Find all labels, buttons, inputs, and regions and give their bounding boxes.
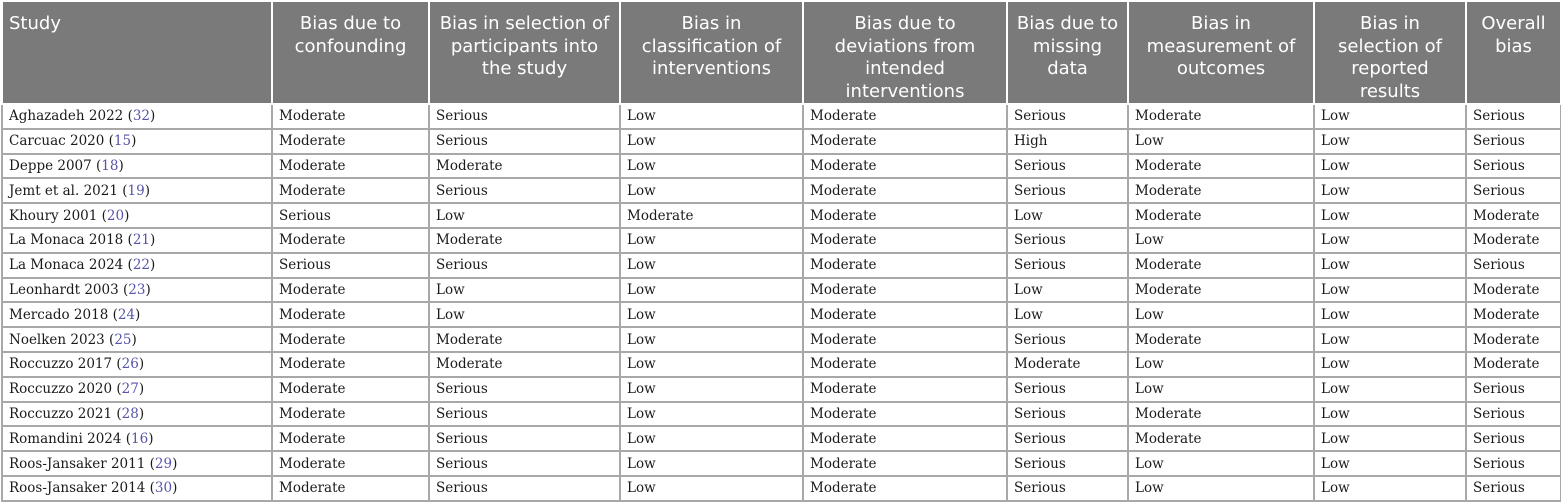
study-cell: Khoury 2001 (20): [2, 203, 272, 228]
table-row: [2, 203, 1561, 228]
overall-bias-cell: Moderate: [1466, 302, 1561, 327]
measurement-cell: Moderate: [1128, 154, 1314, 179]
header-row: [2, 1, 1561, 104]
study-cell: Roos-Jansaker 2014 (30): [2, 476, 272, 501]
reference-link[interactable]: 22: [132, 257, 151, 274]
deviations-cell: Moderate: [803, 154, 1007, 179]
measurement-cell: Low: [1128, 451, 1314, 476]
study-name: Aghazadeh 2022: [9, 108, 124, 125]
classification-cell: Low: [620, 228, 803, 253]
study-cell: Leonhardt 2003 (23): [2, 278, 272, 303]
overall-bias-cell: Moderate: [1466, 203, 1561, 228]
overall-bias-cell: Moderate: [1466, 228, 1561, 253]
missing-data-cell: Serious: [1007, 426, 1128, 451]
classification-cell: Low: [620, 402, 803, 427]
confounding-cell: Moderate: [272, 402, 429, 427]
classification-cell: Low: [620, 327, 803, 352]
header-missing-data: Bias due to missing data: [1007, 1, 1128, 104]
missing-data-cell: High: [1007, 129, 1128, 154]
reference-link[interactable]: 24: [117, 306, 136, 323]
confounding-cell: Moderate: [272, 104, 429, 129]
table-row: [2, 104, 1561, 129]
deviations-cell: Moderate: [803, 426, 1007, 451]
missing-data-cell: Serious: [1007, 104, 1128, 129]
reported-results-cell: Low: [1314, 402, 1466, 427]
study-name: Roccuzzo 2017: [9, 356, 113, 373]
header-overall-bias: Overall bias: [1466, 1, 1561, 104]
overall-bias-cell: Serious: [1466, 178, 1561, 203]
study-name: La Monaca 2018: [9, 232, 124, 249]
measurement-cell: Moderate: [1128, 426, 1314, 451]
confounding-cell: Moderate: [272, 352, 429, 377]
study-name: Roos-Jansaker 2014: [9, 480, 146, 497]
reference-link[interactable]: 20: [106, 207, 125, 224]
classification-cell: Low: [620, 476, 803, 501]
reported-results-cell: Low: [1314, 104, 1466, 129]
study-name: Mercado 2018: [9, 306, 109, 323]
selection-participants-cell: Serious: [429, 129, 620, 154]
header-measurement-outcomes: Bias in measurement of outcomes: [1128, 1, 1314, 104]
deviations-cell: Moderate: [803, 451, 1007, 476]
reported-results-cell: Low: [1314, 178, 1466, 203]
study-name: Roccuzzo 2021: [9, 405, 113, 422]
confounding-cell: Moderate: [272, 178, 429, 203]
classification-cell: Low: [620, 154, 803, 179]
selection-participants-cell: Low: [429, 302, 620, 327]
table-row: [2, 178, 1561, 203]
deviations-cell: Moderate: [803, 228, 1007, 253]
reported-results-cell: Low: [1314, 451, 1466, 476]
table-body: [2, 104, 1561, 501]
study-cell: La Monaca 2024 (22): [2, 253, 272, 278]
reported-results-cell: Low: [1314, 327, 1466, 352]
measurement-cell: Low: [1128, 476, 1314, 501]
selection-participants-cell: Serious: [429, 402, 620, 427]
deviations-cell: Moderate: [803, 476, 1007, 501]
overall-bias-cell: Serious: [1466, 476, 1561, 501]
overall-bias-cell: Serious: [1466, 154, 1561, 179]
missing-data-cell: Low: [1007, 203, 1128, 228]
confounding-cell: Moderate: [272, 327, 429, 352]
classification-cell: Low: [620, 129, 803, 154]
table-row: [2, 278, 1561, 303]
reported-results-cell: Low: [1314, 203, 1466, 228]
classification-cell: Low: [620, 451, 803, 476]
missing-data-cell: Serious: [1007, 154, 1128, 179]
confounding-cell: Moderate: [272, 154, 429, 179]
overall-bias-cell: Moderate: [1466, 327, 1561, 352]
reported-results-cell: Low: [1314, 476, 1466, 501]
table-row: [2, 129, 1561, 154]
reference-link[interactable]: 23: [128, 281, 146, 298]
header-selection-reported-results: Bias in selection of reported results: [1314, 1, 1466, 104]
table-row: [2, 476, 1561, 501]
study-name: Roos-Jansaker 2011: [9, 455, 146, 472]
study-cell: La Monaca 2018 (21): [2, 228, 272, 253]
selection-participants-cell: Moderate: [429, 352, 620, 377]
header-classification-interventions: Bias in classification of interventions: [620, 1, 803, 104]
overall-bias-cell: Serious: [1466, 104, 1561, 129]
header-confounding: Bias due to confounding: [272, 1, 429, 104]
study-cell: Roccuzzo 2020 (27): [2, 377, 272, 402]
study-name: Romandini 2024: [9, 430, 122, 447]
measurement-cell: Low: [1128, 377, 1314, 402]
header-deviations-interventions: Bias due to deviations from intended interventions: [803, 1, 1007, 104]
table-row: [2, 327, 1561, 352]
header-study: Study: [2, 1, 272, 104]
classification-cell: Low: [620, 278, 803, 303]
confounding-cell: Serious: [272, 203, 429, 228]
table-header: [2, 1, 1561, 104]
reference-link[interactable]: 26: [121, 356, 139, 373]
overall-bias-cell: Serious: [1466, 377, 1561, 402]
deviations-cell: Moderate: [803, 402, 1007, 427]
overall-bias-cell: Serious: [1466, 451, 1561, 476]
measurement-cell: Low: [1128, 129, 1314, 154]
measurement-cell: Low: [1128, 228, 1314, 253]
confounding-cell: Moderate: [272, 302, 429, 327]
overall-bias-cell: Moderate: [1466, 278, 1561, 303]
classification-cell: Low: [620, 104, 803, 129]
deviations-cell: Moderate: [803, 203, 1007, 228]
table-row: [2, 228, 1561, 253]
overall-bias-cell: Serious: [1466, 253, 1561, 278]
classification-cell: Low: [620, 352, 803, 377]
study-name: La Monaca 2024: [9, 257, 124, 274]
selection-participants-cell: Serious: [429, 253, 620, 278]
study-name: Jemt et al. 2021: [9, 182, 118, 199]
study-cell: Noelken 2023 (25): [2, 327, 272, 352]
study-name: Khoury 2001: [9, 207, 98, 224]
reported-results-cell: Low: [1314, 352, 1466, 377]
selection-participants-cell: Serious: [429, 476, 620, 501]
measurement-cell: Moderate: [1128, 104, 1314, 129]
selection-participants-cell: Serious: [429, 178, 620, 203]
reference-link[interactable]: 16: [131, 430, 149, 447]
deviations-cell: Moderate: [803, 104, 1007, 129]
missing-data-cell: Serious: [1007, 327, 1128, 352]
study-name: Deppe 2007: [9, 157, 92, 174]
selection-participants-cell: Serious: [429, 377, 620, 402]
reported-results-cell: Low: [1314, 253, 1466, 278]
reported-results-cell: Low: [1314, 377, 1466, 402]
reference-link[interactable]: 15: [113, 133, 132, 150]
table-row: [2, 302, 1561, 327]
table-row: [2, 402, 1561, 427]
classification-cell: Low: [620, 253, 803, 278]
study-cell: Carcuac 2020 (15): [2, 129, 272, 154]
table-row: [2, 352, 1561, 377]
missing-data-cell: Serious: [1007, 228, 1128, 253]
missing-data-cell: Low: [1007, 278, 1128, 303]
measurement-cell: Low: [1128, 352, 1314, 377]
deviations-cell: Moderate: [803, 327, 1007, 352]
table-row: [2, 154, 1561, 179]
study-cell: Romandini 2024 (16): [2, 426, 272, 451]
missing-data-cell: Serious: [1007, 402, 1128, 427]
selection-participants-cell: Moderate: [429, 154, 620, 179]
study-cell: Roccuzzo 2021 (28): [2, 402, 272, 427]
confounding-cell: Moderate: [272, 278, 429, 303]
measurement-cell: Low: [1128, 302, 1314, 327]
selection-participants-cell: Low: [429, 203, 620, 228]
study-cell: Deppe 2007 (18): [2, 154, 272, 179]
deviations-cell: Moderate: [803, 129, 1007, 154]
study-name: Roccuzzo 2020: [9, 381, 113, 398]
selection-participants-cell: Moderate: [429, 327, 620, 352]
classification-cell: Low: [620, 302, 803, 327]
confounding-cell: Serious: [272, 253, 429, 278]
overall-bias-cell: Moderate: [1466, 352, 1561, 377]
deviations-cell: Moderate: [803, 253, 1007, 278]
deviations-cell: Moderate: [803, 278, 1007, 303]
study-name: Carcuac 2020: [9, 133, 105, 150]
missing-data-cell: Moderate: [1007, 352, 1128, 377]
deviations-cell: Moderate: [803, 377, 1007, 402]
classification-cell: Low: [620, 178, 803, 203]
selection-participants-cell: Low: [429, 278, 620, 303]
measurement-cell: Moderate: [1128, 203, 1314, 228]
risk-of-bias-table: [1, 0, 1561, 502]
missing-data-cell: Serious: [1007, 451, 1128, 476]
reported-results-cell: Low: [1314, 302, 1466, 327]
confounding-cell: Moderate: [272, 129, 429, 154]
study-name: Leonhardt 2003: [9, 281, 119, 298]
reference-link[interactable]: 30: [154, 480, 173, 497]
confounding-cell: Moderate: [272, 377, 429, 402]
reference-link[interactable]: 32: [132, 108, 151, 125]
reference-link[interactable]: 19: [127, 182, 145, 199]
overall-bias-cell: Serious: [1466, 129, 1561, 154]
missing-data-cell: Serious: [1007, 476, 1128, 501]
table-row: [2, 426, 1561, 451]
study-cell: Roccuzzo 2017 (26): [2, 352, 272, 377]
study-cell: Mercado 2018 (24): [2, 302, 272, 327]
overall-bias-cell: Serious: [1466, 426, 1561, 451]
reference-link[interactable]: 21: [132, 232, 151, 249]
study-cell: Jemt et al. 2021 (19): [2, 178, 272, 203]
reference-link[interactable]: 29: [154, 455, 173, 472]
reference-link[interactable]: 25: [114, 331, 132, 348]
table-row: [2, 451, 1561, 476]
selection-participants-cell: Serious: [429, 451, 620, 476]
classification-cell: Low: [620, 377, 803, 402]
selection-participants-cell: Serious: [429, 426, 620, 451]
missing-data-cell: Serious: [1007, 377, 1128, 402]
overall-bias-cell: Serious: [1466, 402, 1561, 427]
study-name: Noelken 2023: [9, 331, 105, 348]
selection-participants-cell: Moderate: [429, 228, 620, 253]
confounding-cell: Moderate: [272, 451, 429, 476]
deviations-cell: Moderate: [803, 352, 1007, 377]
study-cell: Roos-Jansaker 2011 (29): [2, 451, 272, 476]
classification-cell: Low: [620, 426, 803, 451]
header-selection-participants: Bias in selection of participants into the study: [429, 1, 620, 104]
reported-results-cell: Low: [1314, 154, 1466, 179]
reference-link[interactable]: 27: [121, 381, 139, 398]
table-row: [2, 377, 1561, 402]
reported-results-cell: Low: [1314, 228, 1466, 253]
missing-data-cell: Low: [1007, 302, 1128, 327]
missing-data-cell: Serious: [1007, 253, 1128, 278]
measurement-cell: Moderate: [1128, 178, 1314, 203]
confounding-cell: Moderate: [272, 228, 429, 253]
table-row: [2, 253, 1561, 278]
measurement-cell: Moderate: [1128, 278, 1314, 303]
reported-results-cell: Low: [1314, 278, 1466, 303]
deviations-cell: Moderate: [803, 302, 1007, 327]
missing-data-cell: Serious: [1007, 178, 1128, 203]
reference-link[interactable]: 18: [101, 157, 119, 174]
deviations-cell: Moderate: [803, 178, 1007, 203]
measurement-cell: Moderate: [1128, 253, 1314, 278]
measurement-cell: Moderate: [1128, 327, 1314, 352]
confounding-cell: Moderate: [272, 426, 429, 451]
measurement-cell: Moderate: [1128, 402, 1314, 427]
reported-results-cell: Low: [1314, 129, 1466, 154]
study-cell: Aghazadeh 2022 (32): [2, 104, 272, 129]
reported-results-cell: Low: [1314, 426, 1466, 451]
classification-cell: Moderate: [620, 203, 803, 228]
reference-link[interactable]: 28: [121, 405, 139, 422]
selection-participants-cell: Serious: [429, 104, 620, 129]
confounding-cell: Moderate: [272, 476, 429, 501]
